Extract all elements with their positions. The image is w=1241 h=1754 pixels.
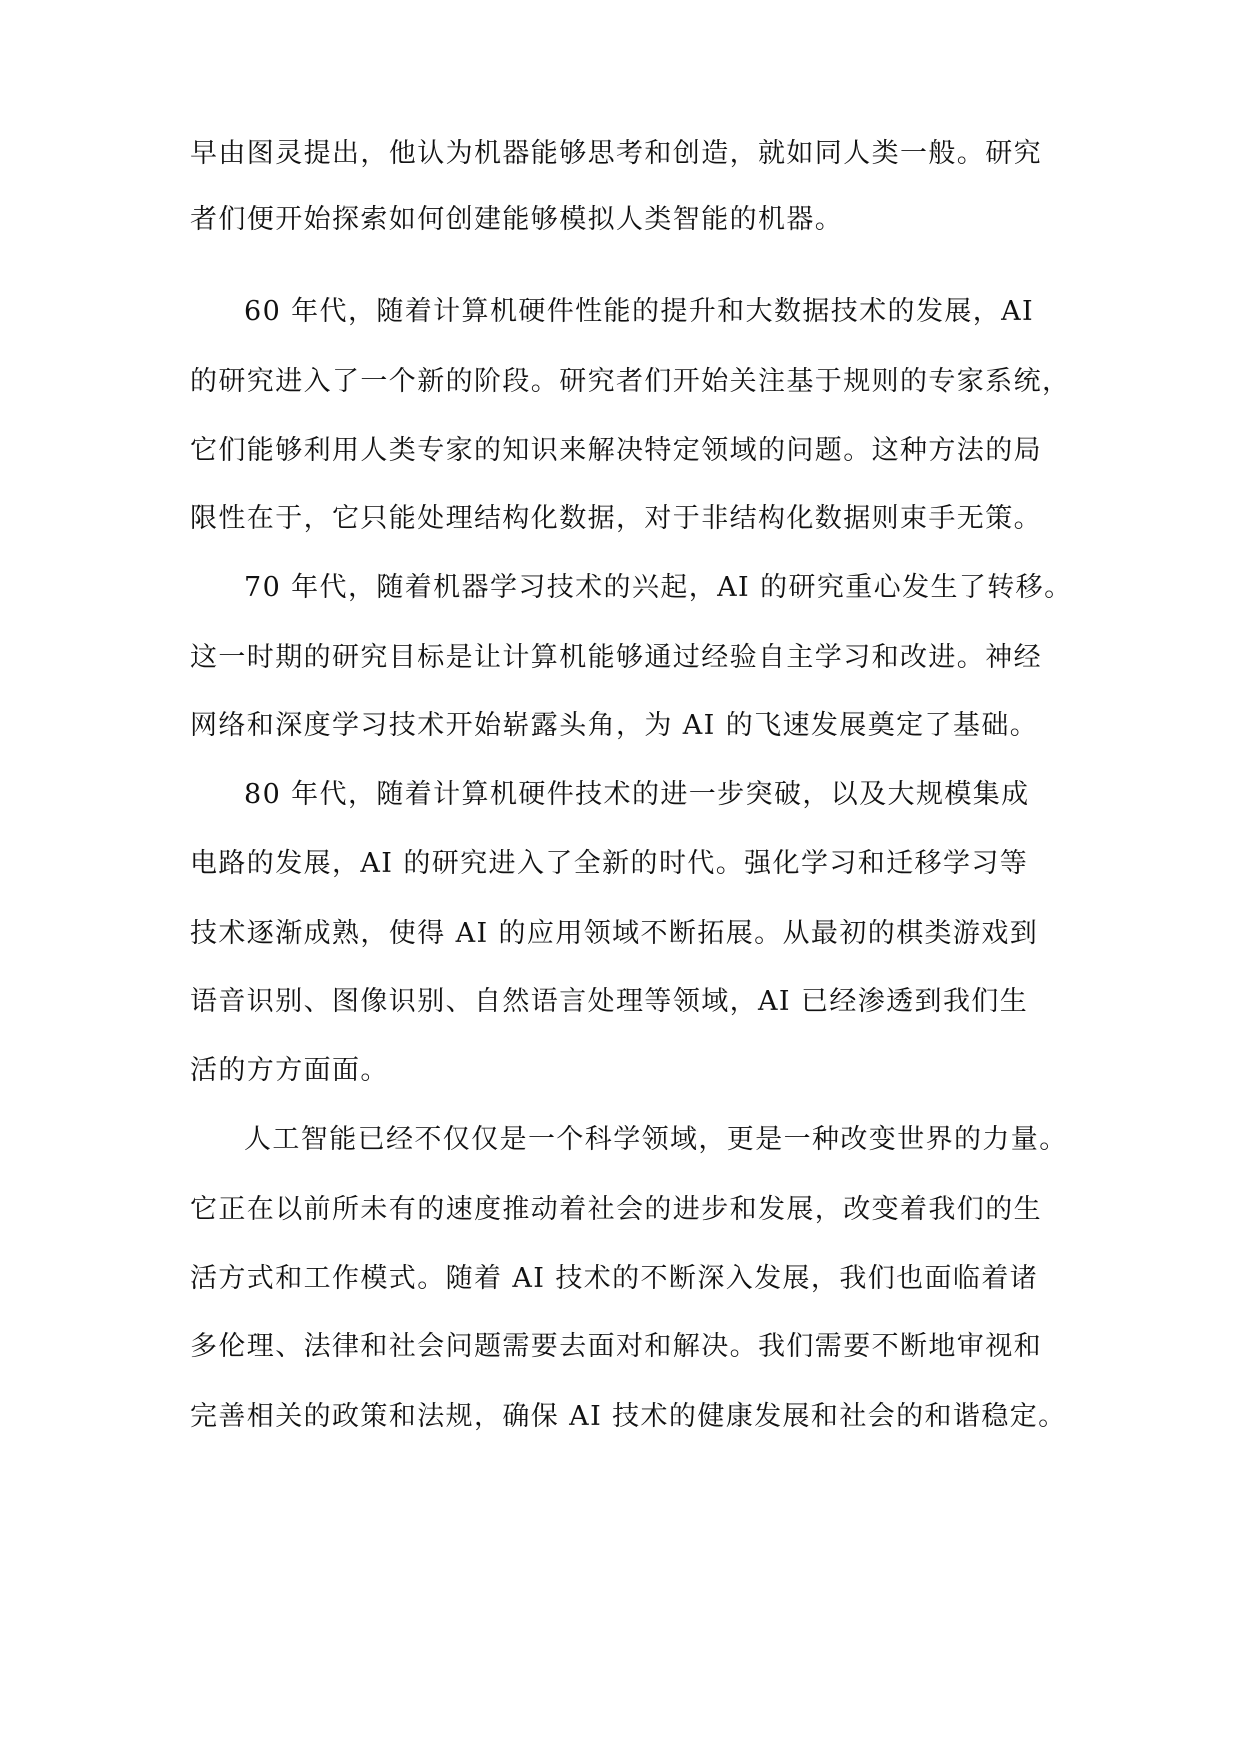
text-line-14: 活的方方面面。 [190,1055,389,1086]
text-line-16: 它正在以前所未有的速度推动着社会的进步和发展，改变着我们的生 [190,1194,1042,1225]
text-line-9: 网络和深度学习技术开始崭露头角，为 AI 的飞速发展奠定了基础。 [190,710,1039,741]
text-line-3: 60 年代，随着计算机硬件性能的提升和大数据技术的发展，AI [244,296,1035,327]
text-line-4: 的研究进入了一个新的阶段。研究者们开始关注基于规则的专家系统， [190,366,1071,397]
text-line-1: 早由图灵提出，他认为机器能够思考和创造，就如同人类一般。研究 [190,138,1042,169]
text-line-7: 70 年代，随着机器学习技术的兴起，AI 的研究重心发生了转移。 [244,572,1073,603]
text-line-17: 活方式和工作模式。随着 AI 技术的不断深入发展，我们也面临着诸 [190,1263,1039,1294]
text-line-19: 完善相关的政策和法规，确保 AI 技术的健康发展和社会的和谐稳定。 [190,1401,1067,1432]
text-line-6: 限性在于，它只能处理结构化数据，对于非结构化数据则束手无策。 [190,503,1042,534]
text-line-10: 80 年代，随着计算机硬件技术的进一步突破，以及大规模集成 [244,779,1030,810]
text-line-2: 者们便开始探索如何创建能够模拟人类智能的机器。 [190,204,844,235]
text-line-11: 电路的发展，AI 的研究进入了全新的时代。强化学习和迁移学习等 [190,848,1029,879]
text-line-8: 这一时期的研究目标是让计算机能够通过经验自主学习和改进。神经 [190,642,1042,673]
text-line-13: 语音识别、图像识别、自然语言处理等领域，AI 已经渗透到我们生 [190,986,1029,1017]
text-line-18: 多伦理、法律和社会问题需要去面对和解决。我们需要不断地审视和 [190,1331,1042,1362]
text-line-15: 人工智能已经不仅仅是一个科学领域，更是一种改变世界的力量。 [244,1124,1068,1155]
text-line-5: 它们能够利用人类专家的知识来解决特定领域的问题。这种方法的局 [190,435,1042,466]
text-line-12: 技术逐渐成熟，使得 AI 的应用领域不断拓展。从最初的棋类游戏到 [190,918,1039,949]
